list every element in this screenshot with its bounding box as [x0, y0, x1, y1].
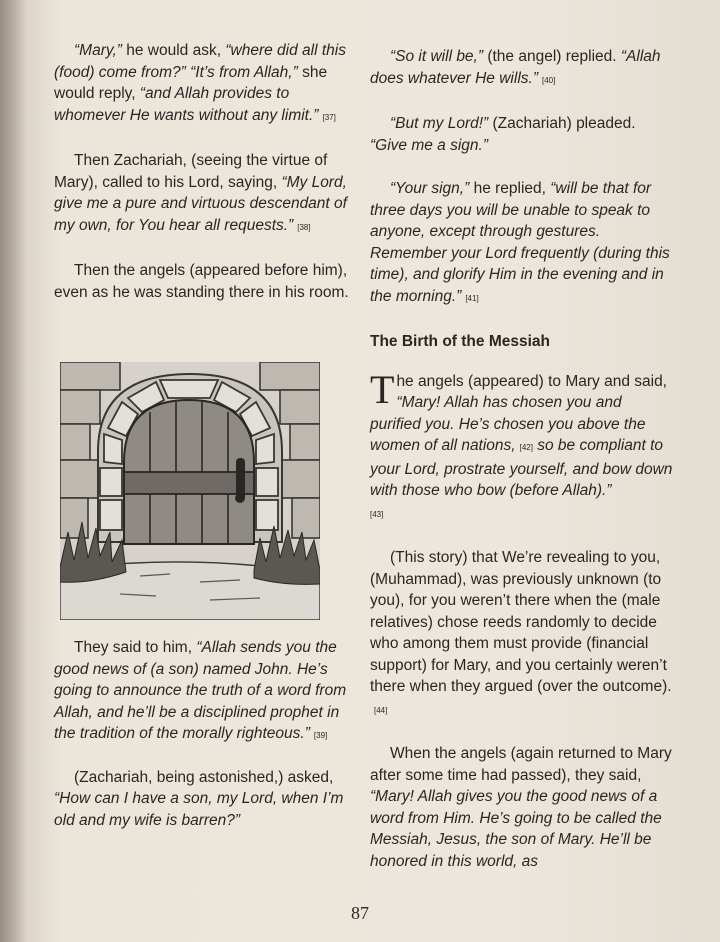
- right-paragraph-3: [370, 178, 675, 309]
- quote: “Mary,”: [74, 42, 122, 59]
- right-paragraph-5: [370, 547, 675, 721]
- quote: “Mary! Allah gives you the good news of a word from Him. He’s going to be called the Messiah, Jesus, the son of Mary. He’ll be honored in this world, as: [370, 788, 662, 870]
- quote: “will be that for three days you will be unable to speak to anyone, except through gestures. Remember your Lord frequently (during this time), and glorify Him in the evening and in the morning.”: [370, 180, 670, 305]
- text: When the angels (again returned to Mary after some time had passed), they said,: [370, 745, 672, 784]
- right-column: [370, 46, 675, 894]
- door-illustration: [60, 362, 320, 620]
- text: Then Zachariah, (seeing the virtue of Mary), called to his Lord, saying,: [54, 152, 328, 191]
- quote: “and Allah provides to whomever He wants without any limit.”: [54, 85, 319, 124]
- quote: “So it will be,”: [390, 48, 484, 65]
- text: (Zachariah) pleaded.: [488, 115, 636, 132]
- left-column: [54, 40, 354, 325]
- verse-ref: [40]: [541, 75, 556, 85]
- verse-ref: [41]: [465, 293, 479, 303]
- verse-ref: [44]: [374, 705, 388, 715]
- quote: “Allah does whatever He wills.”: [370, 48, 661, 87]
- drop-cap: T: [370, 366, 395, 412]
- text: he would ask,: [121, 42, 226, 59]
- verse-ref: [42]: [519, 443, 533, 452]
- quote: “Your sign,”: [390, 180, 470, 197]
- right-paragraph-6: [370, 743, 675, 872]
- verse-ref: [39]: [313, 731, 328, 740]
- left-paragraph-3: [54, 260, 354, 303]
- text: They said to him,: [74, 639, 197, 656]
- right-paragraph-2: [370, 113, 675, 156]
- left-paragraph-5: [54, 767, 354, 832]
- quote: “But my Lord!”: [390, 115, 489, 132]
- text: (Zachariah, being astonished,) asked,: [74, 768, 334, 786]
- quote: “Mary! Allah has chosen you and purified you. He’s chosen you above the women of all nations,: [370, 394, 646, 454]
- door-crossbar: [124, 472, 254, 494]
- verse-ref: [43]: [370, 509, 384, 519]
- left-paragraph-1: [54, 40, 354, 128]
- quote: “Give me a sign.”: [370, 136, 489, 154]
- door-knob: [235, 493, 245, 503]
- left-column-lower: [54, 637, 354, 853]
- quote: “How can I have a son, my Lord, when I’m old and my wife is barren?”: [54, 790, 344, 829]
- right-paragraph-4: [370, 366, 675, 526]
- verse-ref: [37]: [322, 112, 336, 122]
- quote: “It’s from Allah,”: [190, 63, 298, 81]
- text: he angels (appeared) to Mary and said,: [396, 372, 667, 390]
- quote: “My Lord, give me a pure and virtuous descendant of my own, for You hear all requests.”: [54, 173, 347, 234]
- right-paragraph-1: [370, 46, 675, 91]
- text: Then the angels (appeared before him), even as he was standing there in his room.: [54, 262, 349, 301]
- quote: “where did all this (food) come from?”: [54, 42, 346, 81]
- quote: so be compliant to your Lord, prostrate yourself, and bow down with those who bow (before Allah).”: [370, 437, 673, 499]
- text: (This story) that We’re revealing to you, (Muhammad), was previously unknown (to you), for you weren’t there when the (male relatives) chose reeds randomly to decide who among them must provide (financial support) for Mary, and you certainly weren’t there when they argued (over the outcome).: [370, 549, 672, 695]
- page-number: 87: [351, 903, 369, 923]
- text: (the angel) replied.: [483, 48, 621, 65]
- section-heading: The Birth of the Messiah: [370, 333, 550, 350]
- left-paragraph-4: [54, 637, 354, 747]
- verse-ref: [38]: [297, 222, 311, 232]
- gutter-shadow: [0, 0, 26, 942]
- text: he replied,: [469, 180, 551, 197]
- left-paragraph-2: [54, 150, 354, 238]
- quote: “Allah sends you the good news of (a son) named John. He’s going to announce the truth of a word from Allah, and he’ll be a disciplined prophet in the tradition of the morally righteous.”: [54, 639, 347, 742]
- text: she would reply,: [54, 63, 328, 102]
